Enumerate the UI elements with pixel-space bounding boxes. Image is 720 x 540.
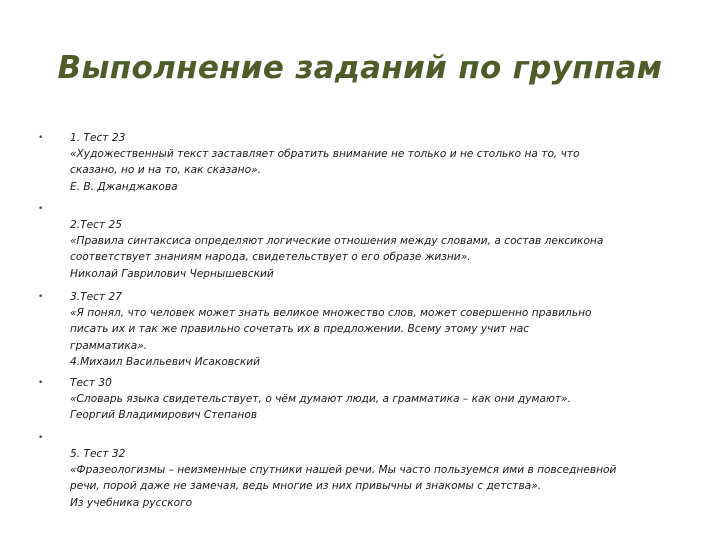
quote-line: «Правила синтаксиса определяют логические отношения между словами, а состав лексикона: [70, 235, 604, 248]
quote-author: Е. В. Джанджакова: [70, 180, 178, 193]
quote-line: писать их и так же правильно сочетать их в предложении. Всему этому учит нас: [70, 323, 530, 336]
task-item-3: [70, 289, 690, 370]
quote-line: «Я понял, что человек может знать великое множество слов, может совершенно правильно: [70, 307, 592, 320]
quote-author: Георгий Владимирович Степанов: [70, 409, 258, 422]
quote-line: «Фразеологизмы – неизменные спутники нашей речи. Мы часто пользуемся ими в повседневной: [70, 464, 617, 477]
task-heading: 3.Тест 27: [70, 291, 122, 303]
bullet-1: •: [38, 133, 44, 143]
quote-line: соответствует знаниям народа, свидетельствует о его образе жизни».: [70, 251, 471, 264]
quote-author: Николай Гаврилович Чернышевский: [70, 267, 274, 280]
quote-line: «Словарь языка свидетельствует, о чём думают люди, а грамматика – как они думают».: [70, 393, 571, 406]
task-item-2: [70, 217, 690, 282]
bullet-3: •: [38, 292, 44, 302]
quote-author: 4.Михаил Васильевич Исаковский: [70, 355, 261, 368]
bullet-2: •: [38, 204, 44, 214]
task-heading: 2.Тест 25: [70, 219, 122, 231]
bullet-5: •: [38, 433, 44, 443]
quote-author: Из учебника русского: [70, 496, 193, 509]
quote-line: сказано, но и на то, как сказано».: [70, 164, 261, 177]
bullet-4: •: [38, 378, 44, 388]
task-heading: Тест 30: [70, 377, 112, 389]
task-heading: 1. Тест 23: [70, 132, 126, 144]
task-item-5: [70, 446, 690, 511]
slide-title: Выполнение заданий по группам: [57, 50, 663, 86]
task-item-4: [70, 375, 690, 424]
task-item-1: [70, 130, 690, 195]
quote-line: «Художественный текст заставляет обратить внимание не только и не столько на то, что: [70, 148, 580, 161]
quote-line: грамматика».: [70, 339, 148, 352]
quote-line: речи, порой даже не замечая, ведь многие из них привычны и знакомы с детства».: [70, 480, 542, 493]
task-heading: 5. Тест 32: [70, 448, 126, 460]
